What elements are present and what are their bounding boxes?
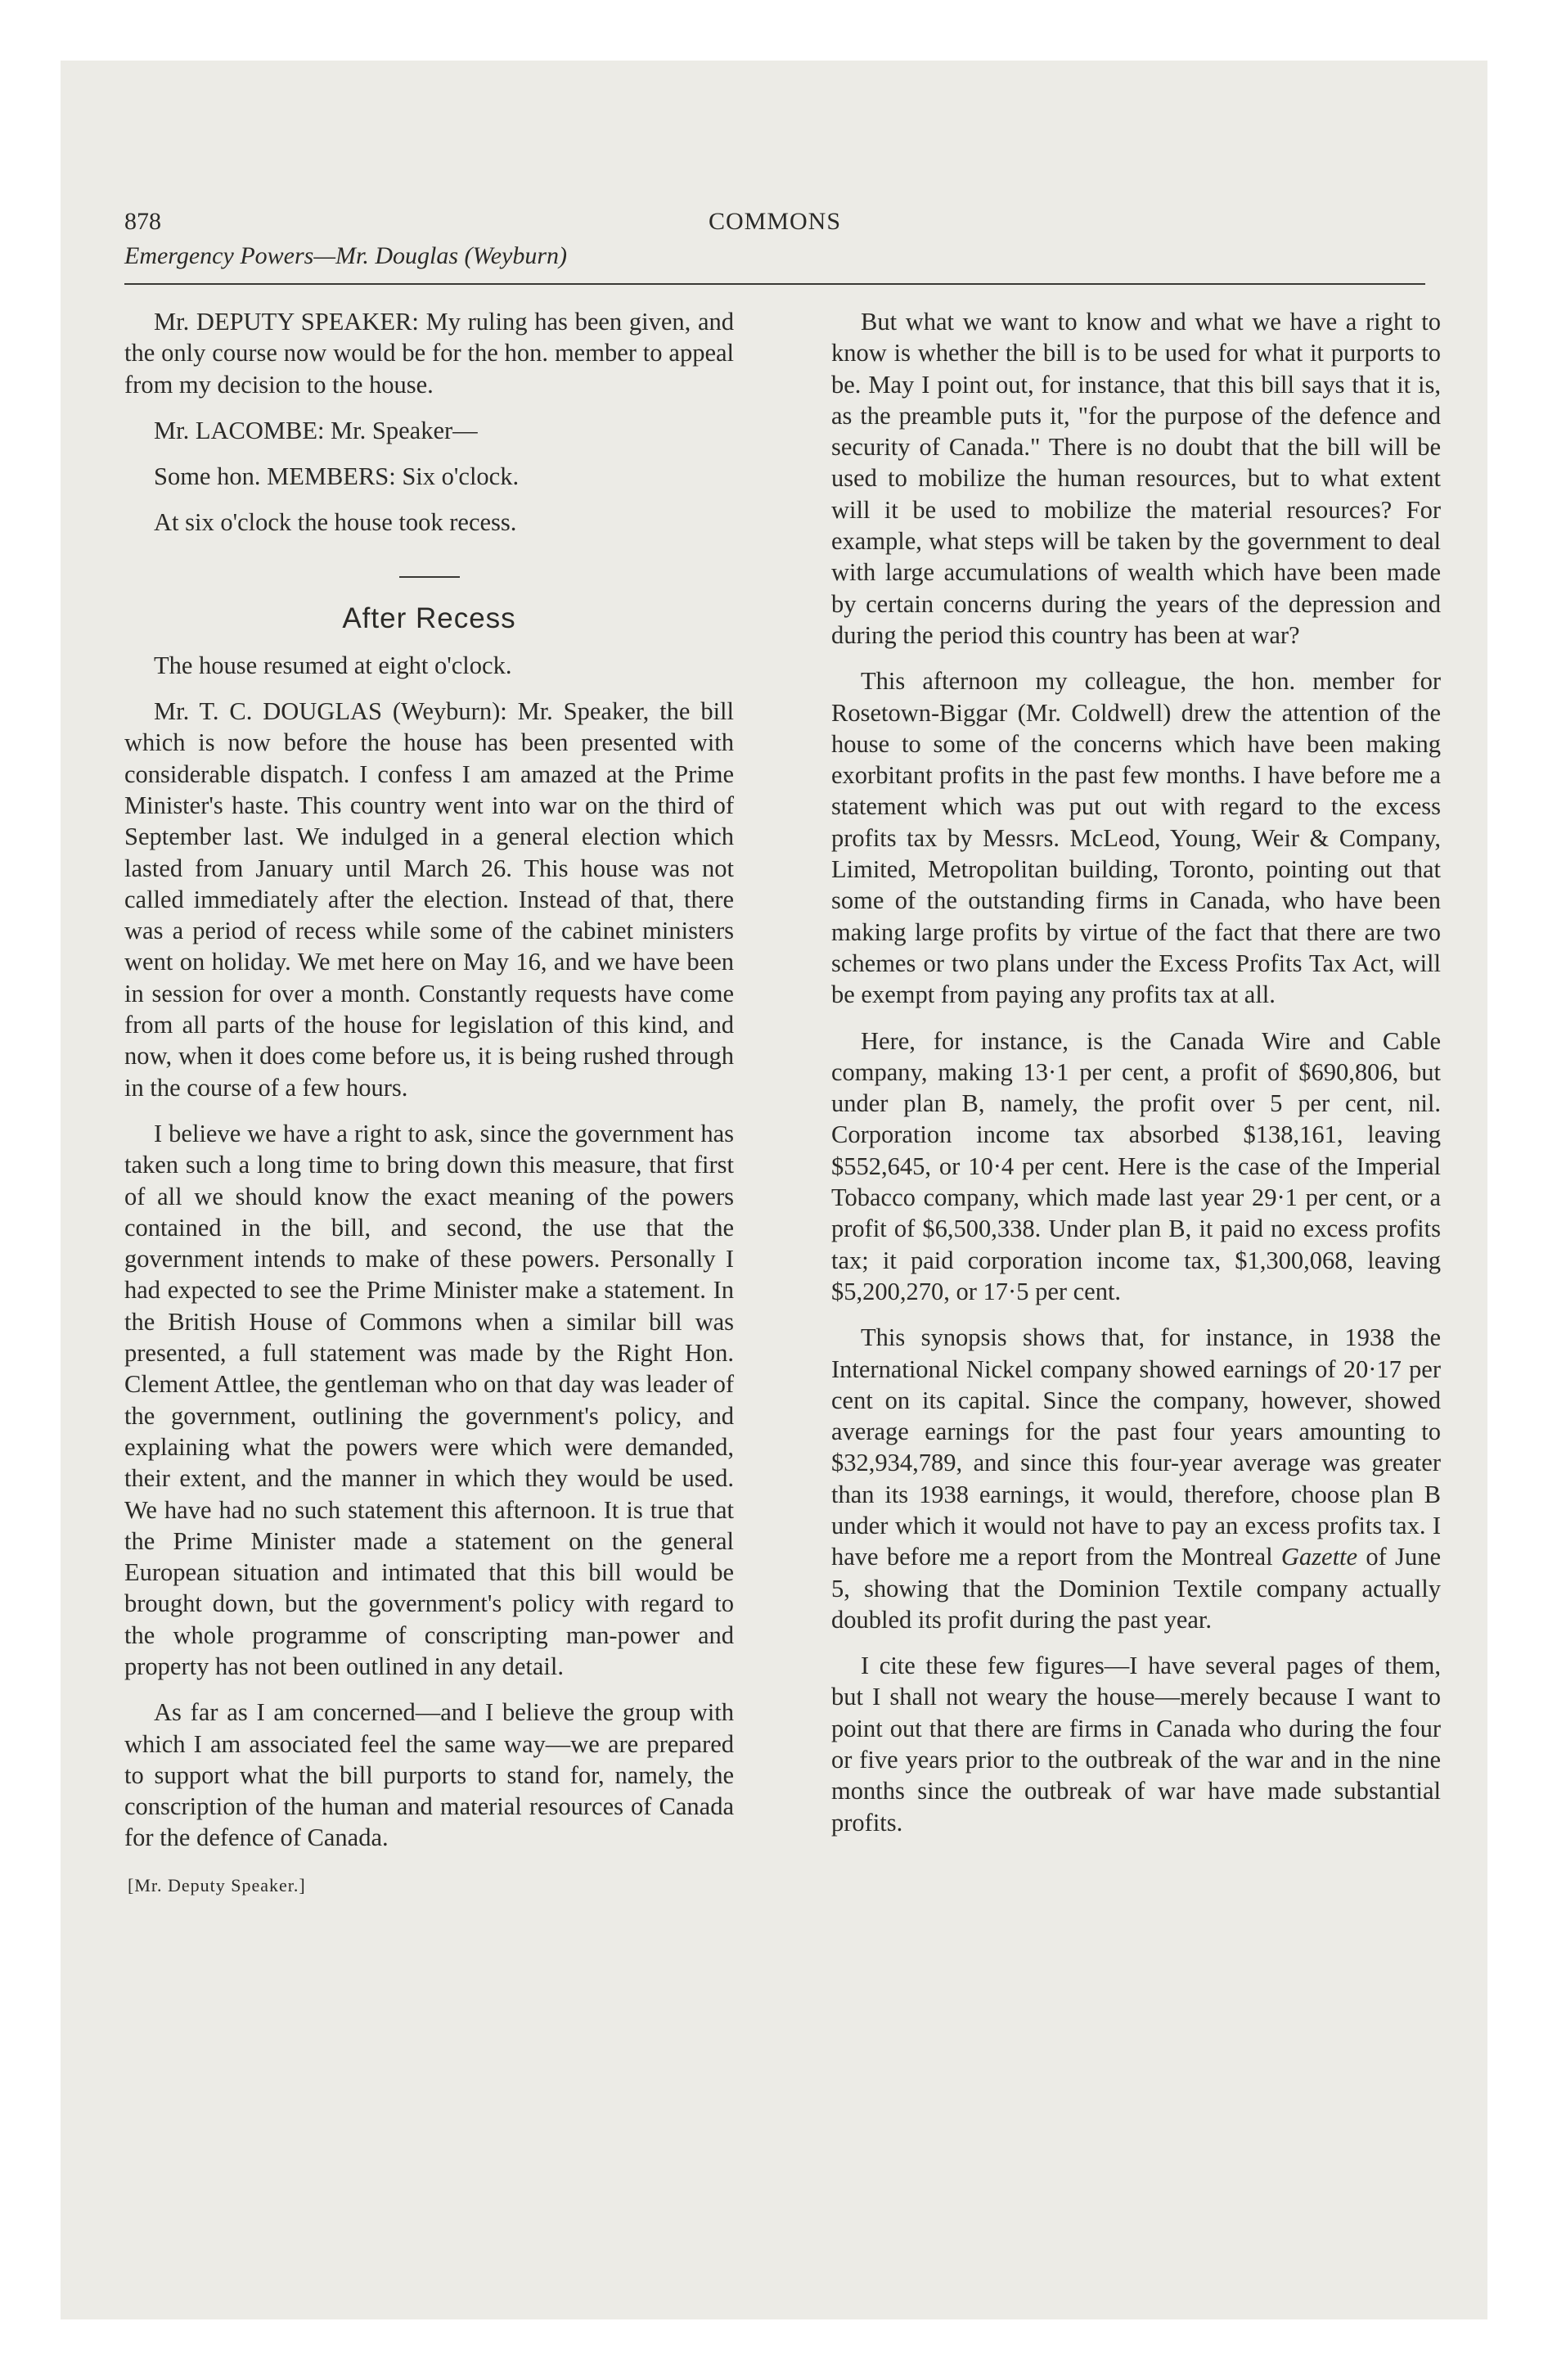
right-column	[831, 306, 1441, 1838]
paragraph: Mr. DEPUTY SPEAKER: My ruling has been given, and the only course now would be for the hon. member to appeal from my decision to the house.	[124, 308, 734, 399]
section-divider	[399, 576, 460, 578]
paragraph: But what we want to know and what we have a right to know is whether the bill is to be used for what it purports to be. May I point out, for instance, that this bill says that it is, as the preamble puts it, "for the purpose of the defence and security of Canada." There is no doubt that the bill will be used to mobilize the human resources, but to what extent will it be used to mobilize the material resources? For example, what steps will be taken by the government to deal with large accumulations of wealth which have been made by certain concerns during the years of the depression and during the period this country has been at war?	[831, 308, 1441, 649]
paragraph: Mr. LACOMBE: Mr. Speaker—	[154, 416, 478, 444]
debate-subtitle: Emergency Powers—Mr. Douglas (Weyburn)	[124, 242, 568, 269]
paragraph: This afternoon my colleague, the hon. member for Rosetown-Biggar (Mr. Coldwell) drew the attention of the house to some of the concerns which have been making exorbitant profits in the past few months. I have before me a statement which was put out with regard to the excess profits tax by Messrs. McLeod, Young, Weir & Company, Limited, Metropolitan building, Toronto, pointing out that some of the outstanding firms in Canada, who have been making large profits by virtue of the fact that there are two schemes or two plans under the Excess Profits Tax Act, will be exempt from paying any profits tax at all.	[831, 667, 1441, 1009]
paragraph: Here, for instance, is the Canada Wire and Cable company, making 13·1 per cent, a profit of $690,806, but under plan B, namely, the profit over 5 per cent, nil. Corporation income tax absorbed $138,161, leaving $552,645, or 10·4 per cent. Here is the case of the Imperial Tobacco company, which made last year 29·1 per cent, or a profit of $6,500,338. Under plan B, it paid no excess profits tax; it paid corporation income tax, $1,300,068, leaving $5,200,270, or 17·5 per cent.	[831, 1026, 1441, 1305]
section-heading: After Recess	[342, 602, 516, 634]
running-header	[124, 208, 1425, 241]
page-title: COMMONS	[708, 208, 842, 235]
newspaper-name: Gazette	[1280, 1543, 1358, 1571]
paragraph: At six o'clock the house took recess.	[154, 508, 517, 537]
paragraph: As far as I am concerned—and I believe the group with which I am associated feel the same way—we are prepared to support what the bill purports to stand for, namely, the conscription of the human and material resources of Canada for the defence of Canada.	[124, 1698, 734, 1852]
paragraph-text: of June 5, showing that the Dominion Textile company actually doubled its profit during the past year.	[831, 1543, 1441, 1634]
paragraph: Mr. T. C. DOUGLAS (Weyburn): Mr. Speaker, the bill which is now before the house has been presented with considerable dispatch. I confess I am amazed at the Prime Minister's haste. This country went into war on the third of September last. We indulged in a general election which lasted from January until March 26. This house was not called immediately after the election. Instead of that, there was a period of recess while some of the cabinet ministers went on holiday. We met here on May 16, and we have been in session for over a month. Constantly requests have come from all parts of the house for legislation of this kind, and now, when it does come before us, it is being rushed through in the course of a few hours.	[124, 697, 734, 1102]
page-number: 878	[124, 208, 161, 235]
paragraph: I believe we have a right to ask, since the government has taken such a long time to bring down this measure, that first of all we should know the exact meaning of the powers contained in the bill, and second, the use that the government intends to make of these powers. Personally I had expected to see the Prime Minister make a statement. In the British House of Commons when a similar bill was presented, a full statement was made by the Right Hon. Clement Attlee, the gentleman who on that day was leader of the government, outlining the government's policy, and explaining what the powers were which were demanded, their extent, and the manner in which they would be used. We have had no such statement this afternoon. It is true that the Prime Minister made a statement on the general European situation and intimated that this bill would be brought down, but the government's policy with regard to the whole programme of conscripting man-power and property has not been outlined in any detail.	[124, 1119, 734, 1680]
paragraph-text: This synopsis shows that, for instance, in 1938 the International Nickel company showed earnings of 20·17 per cent on its capital. Since the company, however, showed average earnings for the past four years amounting to $32,934,789, and since this four-year average was greater than its 1938 earnings, it would, therefore, choose plan B under which it would not have to pay an excess profits tax. I have before me a report from the Montreal	[831, 1323, 1441, 1571]
page-scan	[61, 61, 1487, 2319]
header-rule	[124, 283, 1425, 285]
paragraph: I cite these few figures—I have several pages of them, but I shall not weary the house—merely because I want to point out that there are firms in Canada who during the four or five years prior to the outbreak of the war and in the nine months since the outbreak of war have made substantial profits.	[831, 1652, 1441, 1837]
left-column	[124, 306, 734, 1901]
speaker-footnote: [Mr. Deputy Speaker.]	[128, 1874, 306, 1895]
paragraph	[831, 1322, 1441, 1635]
paragraph: Some hon. MEMBERS: Six o'clock.	[154, 462, 520, 491]
paragraph: The house resumed at eight o'clock.	[154, 651, 512, 679]
